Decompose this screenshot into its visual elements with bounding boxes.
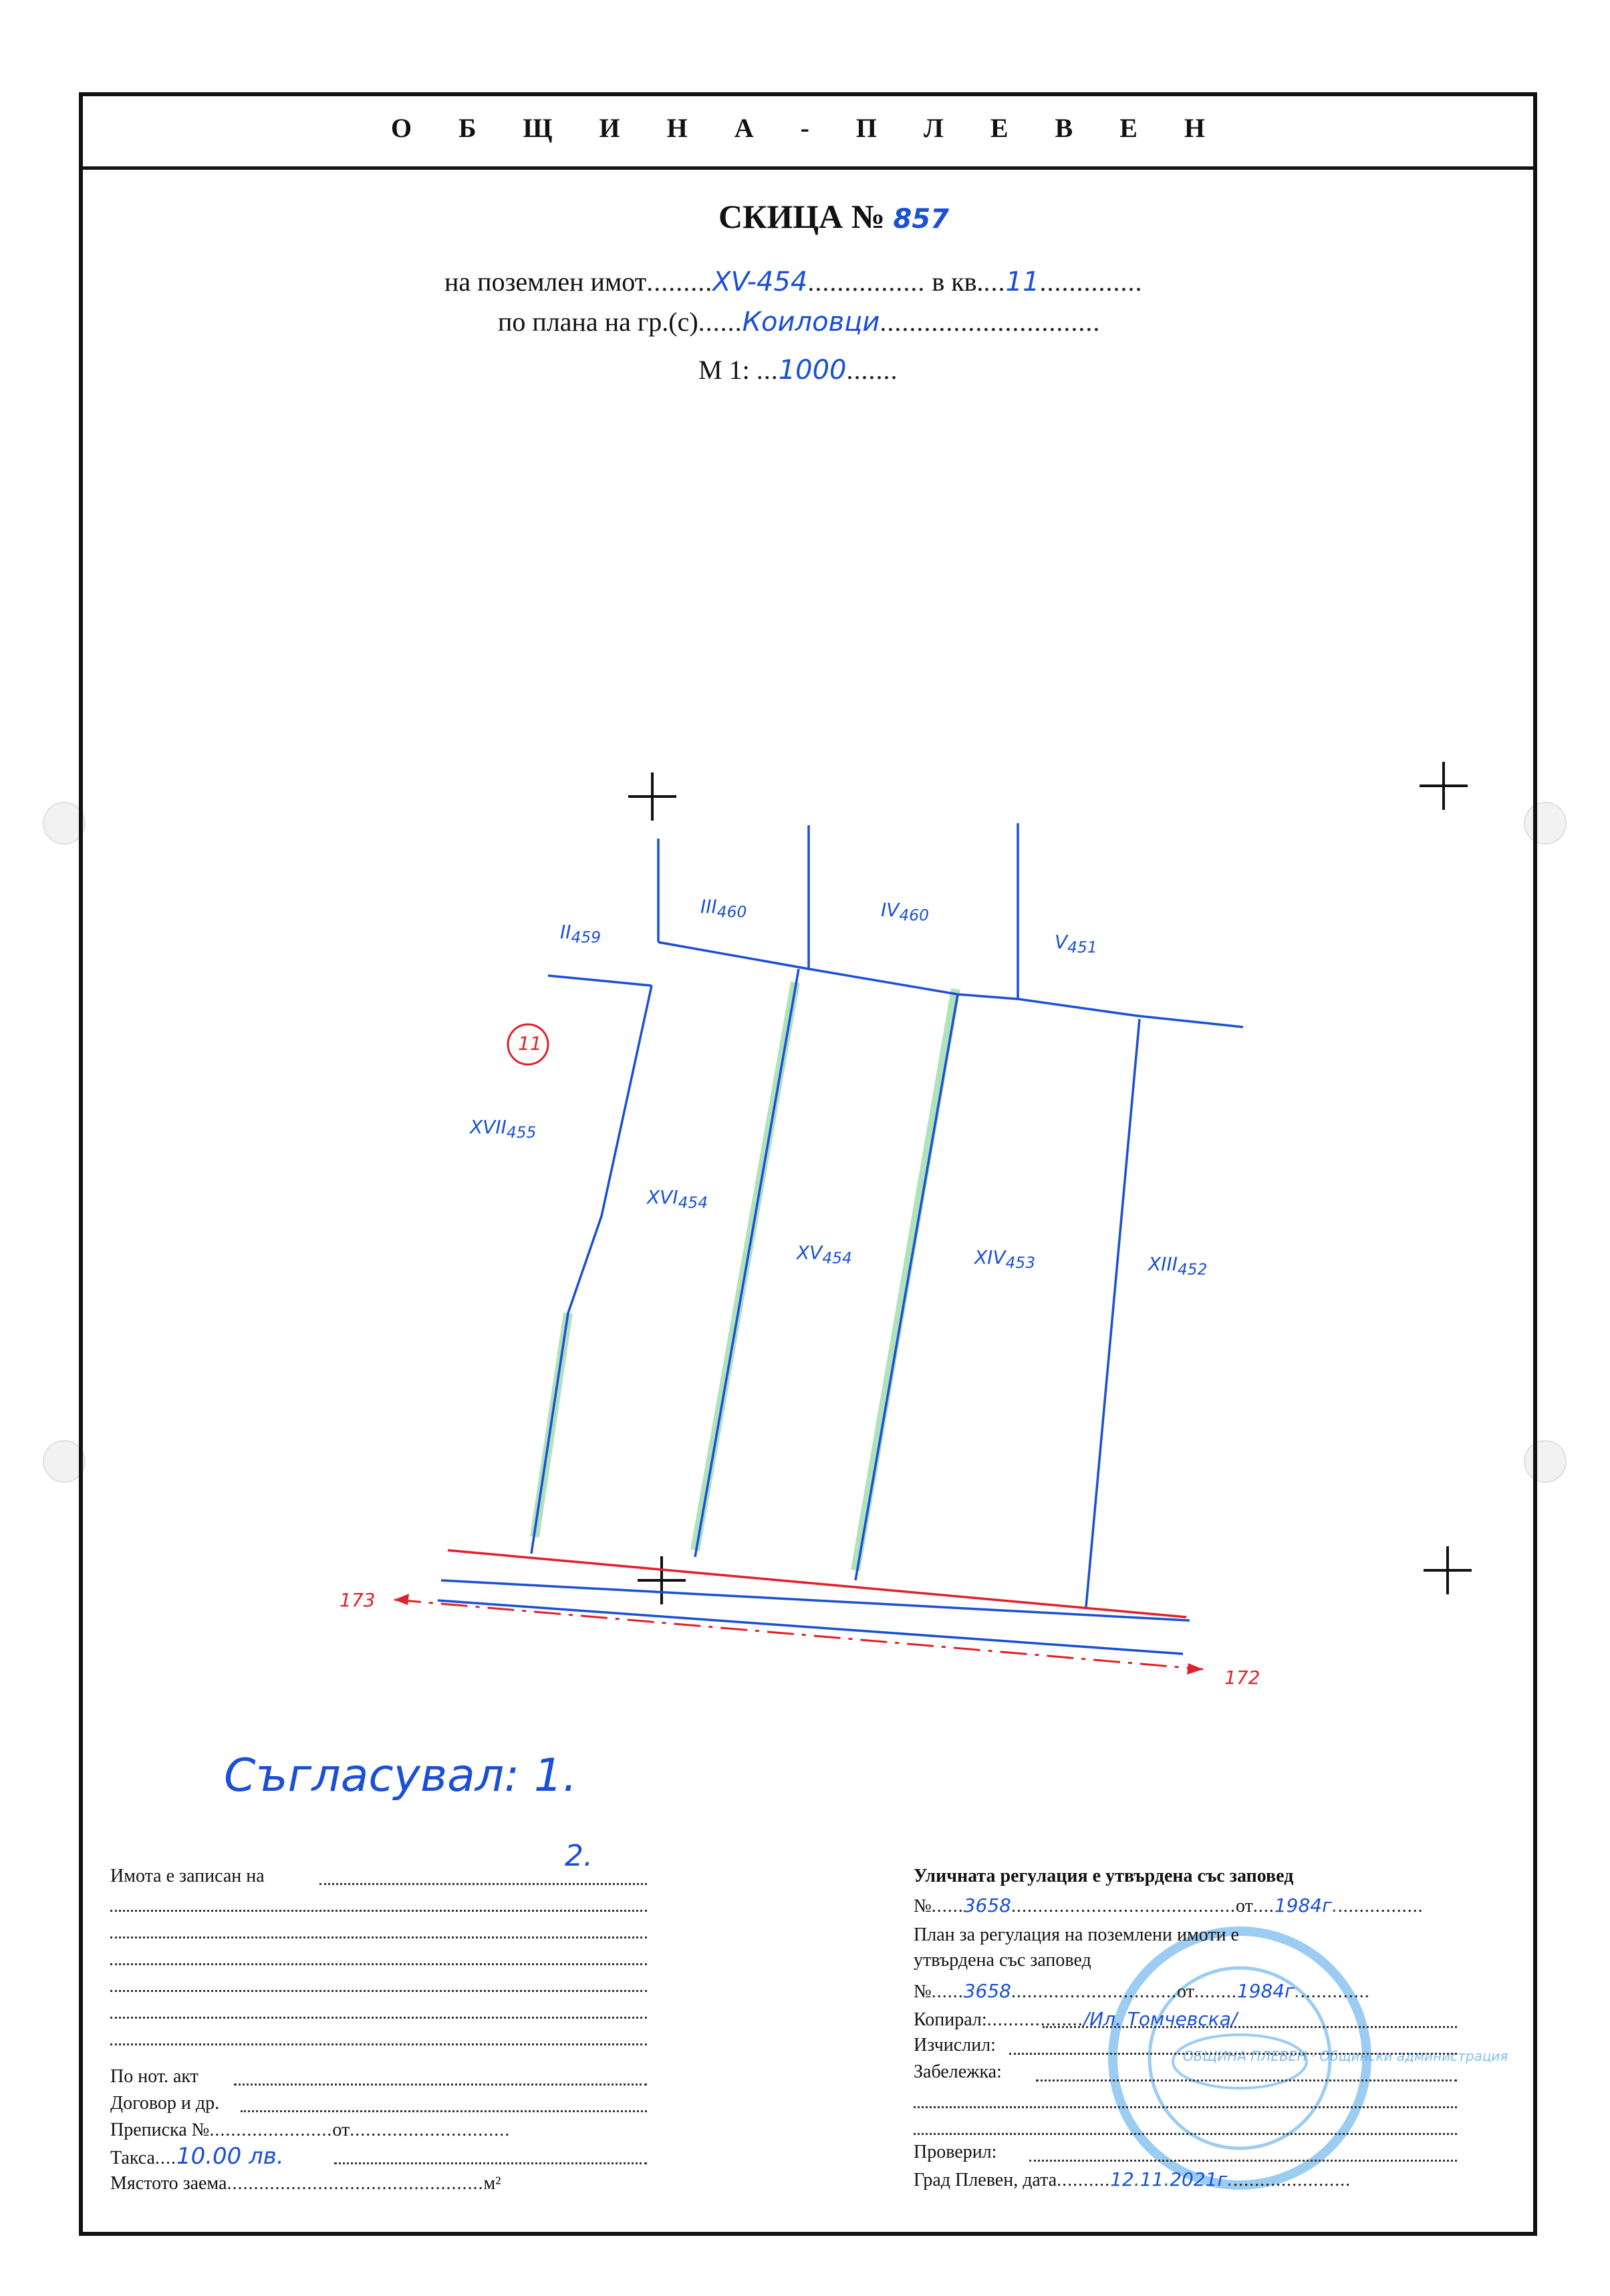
settlement-name: Коиловци [742, 307, 880, 337]
fee-value: 10.00 лв. [176, 2143, 284, 2170]
stamp-text: ОБЩИНА ПЛЕВЕН · Общински администрация [1183, 2048, 1508, 2064]
parcel-label: $XIV_{453}$ [974, 1246, 1036, 1272]
contract-label: Договор и др. [110, 2093, 220, 2114]
checked-label: Проверил: [914, 2142, 997, 2162]
transcript-label: Преписка №.......................от.............................. [110, 2120, 511, 2140]
order-year-1: 1984г. [1274, 1894, 1338, 1916]
parcel-label: $XVI_{454}$ [647, 1186, 708, 1212]
notary-label: По нот. акт [110, 2066, 198, 2087]
scale-line: М 1: ...1000....... [698, 355, 898, 386]
ost-label-right: 172 [1224, 1667, 1260, 1689]
order-year-2: 1984г. [1236, 1980, 1301, 2002]
parcel-label: $IV_{460}$ [881, 899, 929, 925]
calc-label: Изчислил: [914, 2035, 996, 2055]
sign-date: 12.11.2021г. [1110, 2168, 1234, 2190]
sketch-title-label: СКИЦА № [718, 198, 885, 235]
copied-by: /Ил. Томчевска/ [1083, 2008, 1238, 2030]
order-number-2: 3658 [963, 1980, 1011, 2002]
parcel-label: $V_{451}$ [1055, 931, 1097, 957]
parcel-label: $XVII_{455}$ [470, 1116, 537, 1142]
copied-row: Копирал:................../Ил. Томчевска/ [914, 2008, 1238, 2030]
municipality-title: О Б Щ И Н А - П Л Е В Е Н [391, 113, 1225, 143]
block-number: 11 [1005, 267, 1040, 297]
fee-label: Такса....10.00 лв. [110, 2143, 284, 2170]
regulation-heading: Уличната регулация е утвърдена със заповед [914, 1866, 1294, 1886]
property-line-label: на поземлен имот [444, 267, 647, 297]
parcel-label: $XIII_{452}$ [1148, 1253, 1208, 1279]
owner-label: Имота е записан на [110, 1866, 265, 1886]
plan-line-2: утвърдена със заповед [914, 1950, 1091, 1971]
order-row-1: №......3658..........................................от....1984г................. [914, 1894, 1424, 1916]
sketch-number: 857 [893, 204, 949, 235]
order-number-1: 3658 [963, 1894, 1011, 1916]
order-row-2: №......3658...............................от........1984г.............. [914, 1980, 1370, 2002]
city-date-row: Град Плевен, дата..........12.11.2021г....................... [914, 2168, 1351, 2190]
parcel-label: $II_{459}$ [560, 921, 601, 947]
scale-value: 1000 [778, 355, 847, 386]
parcel-label: $XV_{454}$ [797, 1242, 852, 1268]
plan-line-1: План за регулация на поземлени имоти е [914, 1924, 1239, 1945]
scale-label: М 1: [698, 355, 750, 385]
block-label: в кв. [932, 267, 984, 297]
ost-label-left: 173 [340, 1589, 376, 1611]
property-line: на поземлен имот.........XV-454................ в кв....11.............. [444, 267, 1143, 297]
block-circle-label: 11 [518, 1032, 542, 1054]
parcel-label: $III_{460}$ [700, 895, 747, 921]
approval-note-second: 2. [565, 1839, 593, 1873]
approval-note: Съгласувал: 1. [224, 1749, 577, 1802]
property-id: XV-454 [712, 267, 808, 297]
settlement-line: по плана на гр.(с)......Коиловци.............................. [498, 307, 1101, 337]
note-label: Забележка: [914, 2061, 1002, 2082]
area-label: Мястото заема................................................м² [110, 2173, 501, 2194]
settlement-label: по плана на гр.(с) [498, 307, 698, 337]
